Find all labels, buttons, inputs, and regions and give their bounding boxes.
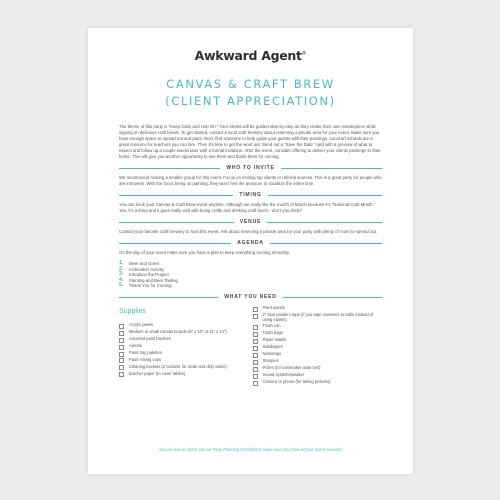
- checklist-item: [119, 323, 249, 329]
- document-page: [88, 28, 413, 474]
- checklist-label: Paint easels: [262, 304, 285, 310]
- supplies-right-column: [253, 306, 383, 387]
- section-title-venue: VENUE: [239, 219, 262, 225]
- who-paragraph: We recommend hosting a smaller group for this event. Focus on inviting top clients or referral sources. This is a great party for people who are introverts. With the focus being on painting, they won't feel the pressure to socialize the entire time.: [119, 175, 382, 186]
- checklist-label: Handwipes: [262, 344, 283, 350]
- divider-right: [270, 243, 382, 244]
- section-title-timing: TIMING: [239, 192, 262, 198]
- checklist-item: [253, 345, 383, 351]
- checkbox-icon: [119, 345, 124, 350]
- section-header-venue: [119, 219, 382, 225]
- checkbox-icon: [253, 325, 258, 330]
- divider-right: [268, 195, 382, 196]
- checklist-label: Paint mixing cups: [129, 356, 162, 362]
- checklist-label: Paint tray palettes: [129, 349, 162, 355]
- logo-registered-mark: ®: [301, 50, 307, 57]
- checklist-label: Nametags: [262, 351, 282, 357]
- checklist-item: [119, 365, 249, 371]
- agenda-number: 3.: [119, 271, 124, 278]
- checkbox-icon: [253, 353, 258, 358]
- checklist-item: [253, 352, 383, 358]
- divider-right: [267, 222, 382, 223]
- agenda-label: Painting and Beer Tasting: [129, 277, 178, 283]
- checklist-label: Paper towels: [262, 337, 287, 343]
- checklist-label: Acrylic paints: [129, 321, 154, 327]
- checklist-item: [253, 331, 383, 337]
- checklist-item: [119, 351, 249, 357]
- checklist-label: Trash can: [262, 323, 281, 329]
- checklist-item: [119, 330, 249, 336]
- checklist-label: Aprons: [129, 342, 142, 348]
- checklist-label: Sharpies: [262, 358, 279, 364]
- checklist-item: [253, 313, 383, 323]
- checklist-item: [253, 366, 383, 372]
- divider-left: [119, 297, 218, 298]
- section-title-needs: WHAT YOU NEED: [224, 293, 277, 300]
- section-header-agenda: [119, 240, 382, 246]
- intro-paragraph: The theme of this party is "Keep Calm and Hop On." Your clients will be guided step-by-step as they create their own masterpiece while sipping on delicious craft brews. To get started, contact a local craft brewery about reserving a private area for your event. Make sure you have enough space to spread out and paint. Next, find someone to help guide your guests with their paintings. Local art schools are a great resource for teachers you can hire. Then it's time to get the word out. Send out a "Save the Date" card with a preview of what to expect and follow up a couple weeks later with a formal invitation. After the event, consider offering to deliver your clients paintings to their home. This will give you another opportunity to see them and thank them for coming.: [119, 124, 381, 159]
- agenda-label: Thank You for Coming: [129, 283, 172, 289]
- agenda-number: 2.: [119, 265, 124, 272]
- agenda-number: 5.: [119, 282, 124, 289]
- checklist-label: Assorted paint brushes: [129, 335, 171, 341]
- checkbox-icon: [119, 358, 124, 363]
- agenda-number: 4.: [119, 276, 124, 283]
- agenda-paragraph: On the day of your event make sure you have a plan to keep everything running smoothly.: [119, 250, 290, 255]
- checkbox-icon: [253, 374, 258, 379]
- checklist-item: [253, 380, 383, 386]
- checklist-item: [119, 337, 249, 343]
- checklist-label: Sound system/speaker: [262, 372, 305, 378]
- section-header-timing: [119, 192, 382, 198]
- supplies-columns: [119, 306, 382, 387]
- checkbox-icon: [253, 339, 258, 344]
- title-line-1: CANVAS & CRAFT BREW: [166, 77, 335, 91]
- checkbox-icon: [253, 346, 258, 351]
- section-header-needs: [119, 294, 382, 300]
- checkbox-icon: [253, 381, 258, 386]
- divider-right: [281, 168, 382, 169]
- timing-paragraph: You can book your Canvas & Craft Brew event anytime. Although we really like the month of March because it's "National Craft Month." Yes, it's a thing and it goes really well with being crafty and drinking craft beers - don't you think?: [119, 202, 376, 213]
- agenda-label: Introduce the Project: [129, 272, 169, 278]
- agenda-label: Meet and Greet: [129, 261, 159, 266]
- checkbox-icon: [119, 365, 124, 370]
- checkbox-icon: [119, 338, 124, 343]
- agenda-number: 1.: [119, 260, 124, 266]
- checklist-item: [253, 338, 383, 344]
- agenda-item: [119, 283, 382, 289]
- checkbox-icon: [253, 332, 258, 337]
- checklist-item: [119, 358, 249, 364]
- footer-note: Also be sure to check out our Party Planning Checklist to make sure you have all your bases covered.: [158, 447, 343, 452]
- checklist-label: Cleaning buckets (2 buckets for clean and dirty water): [129, 363, 227, 369]
- divider-left: [119, 195, 233, 196]
- checklist-item: [119, 372, 249, 378]
- logo-text: Awkward Agent: [194, 48, 302, 63]
- checkbox-icon: [253, 360, 258, 365]
- checklist-item: [119, 344, 249, 350]
- checklist-label: Camera or phone (for taking pictures): [262, 379, 331, 385]
- supplies-heading: Supplies: [119, 307, 146, 315]
- agenda-label: Icebreaker Activity: [129, 266, 164, 272]
- title-line-2: (CLIENT APPRECIATION): [165, 94, 336, 108]
- checklist-item: [253, 324, 383, 330]
- checklist-item: [253, 359, 383, 365]
- checkbox-icon: [253, 367, 258, 372]
- checklist-label: Prizes (for icebreaker taste test): [262, 365, 321, 371]
- checklist-label: 2" blue painters tape (if you tape canvases to table instead of using easels): [262, 311, 374, 322]
- venue-paragraph: Contact your favorite craft brewery to host this event. Ask about reserving a private area for your party with plenty of room to spread out.: [119, 229, 378, 234]
- checklist-label: Butcher paper (to cover tables): [129, 370, 186, 376]
- checkbox-icon: [119, 331, 124, 336]
- checkbox-icon: [253, 307, 258, 312]
- supplies-left-column: [119, 306, 249, 387]
- divider-left: [119, 222, 234, 223]
- divider-right: [283, 297, 382, 298]
- section-title-agenda: AGENDA: [237, 240, 264, 246]
- checkbox-icon: [119, 324, 124, 329]
- section-title-who: WHO TO INVITE: [226, 165, 275, 171]
- checkbox-icon: [119, 372, 124, 377]
- section-header-who: [119, 165, 382, 171]
- agenda-list: [119, 261, 382, 289]
- checklist-label: Medium or small canvas boards (8" x 10" or 11" x 14"): [129, 328, 227, 334]
- brand-logo: [119, 48, 382, 63]
- divider-left: [119, 243, 231, 244]
- checkbox-icon: [253, 314, 258, 319]
- checkbox-icon: [119, 352, 124, 357]
- checklist-item: [253, 373, 383, 379]
- divider-left: [119, 168, 220, 169]
- checklist-label: Trash bags: [262, 330, 283, 336]
- checklist-item: [253, 306, 383, 312]
